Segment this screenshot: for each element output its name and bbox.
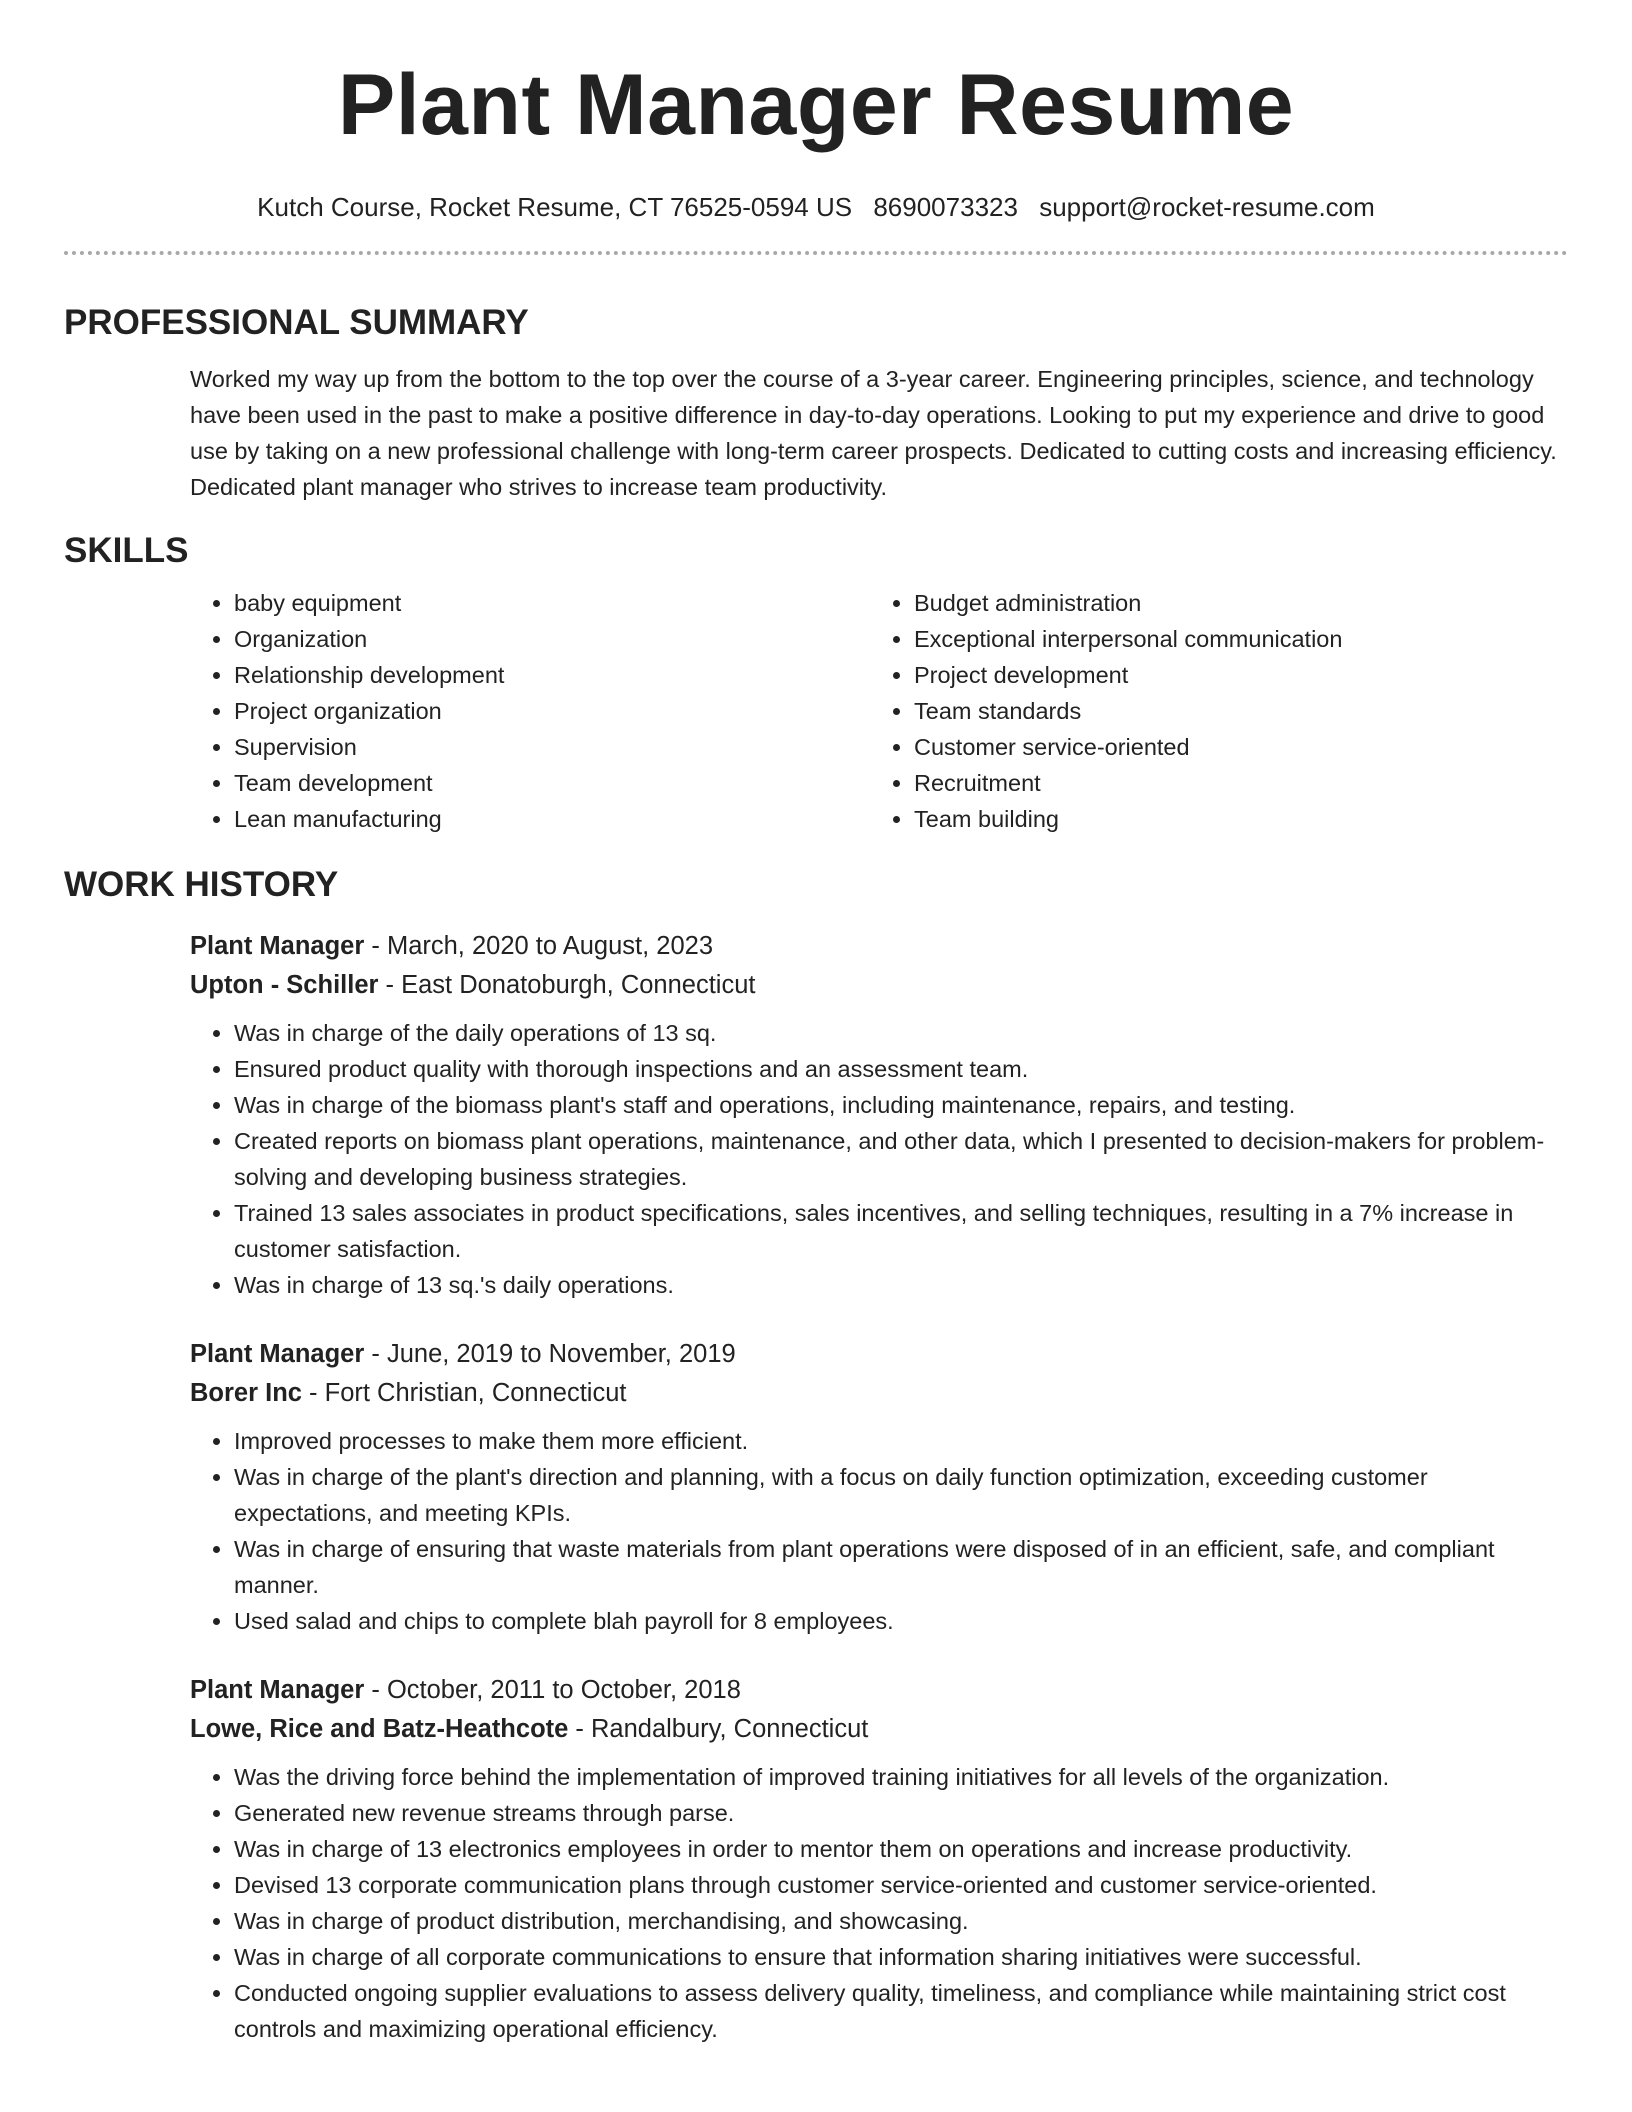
job-entry <box>64 1671 1568 2047</box>
skill-item: • Relationship development <box>234 657 870 693</box>
skill-item: • Customer service-oriented <box>914 729 1550 765</box>
job-bullets <box>190 1015 1568 1303</box>
summary-heading: PROFESSIONAL SUMMARY <box>64 303 529 342</box>
job-bullet: • Was in charge of ensuring that waste materials from plant operations were disposed of in an efficient, safe, and compliant manner. <box>234 1531 1568 1603</box>
skills-right-list <box>870 585 1550 837</box>
job-title-line <box>190 1335 1568 1374</box>
job-bullet: • Was the driving force behind the implementation of improved training initiatives for all levels of the organization. <box>234 1759 1568 1795</box>
job-bullet: • Was in charge of the plant's direction and planning, with a focus on daily function optimization, exceeding customer expectations, and meeting KPIs. <box>234 1459 1568 1531</box>
job-location: - Fort Christian, Connecticut <box>301 1379 627 1407</box>
job-bullet: • Improved processes to make them more efficient. <box>234 1423 1568 1459</box>
job-title-line <box>190 1671 1568 1710</box>
job-title-line <box>190 927 1568 966</box>
job-bullet: • Was in charge of product distribution, merchandising, and showcasing. <box>234 1903 1568 1939</box>
job-bullet: • Trained 13 sales associates in product specifications, sales incentives, and selling techniques, resulting in a 7% increase in customer satisfaction. <box>234 1195 1568 1267</box>
job-company: Borer Inc <box>190 1379 302 1407</box>
work-history-section <box>64 865 1568 2047</box>
summary-section <box>64 303 1568 505</box>
job-bullets <box>190 1423 1568 1639</box>
skill-item: • baby equipment <box>234 585 870 621</box>
summary-text: Worked my way up from the bottom to the top over the course of a 3-year career. Engineering principles, science, and technology have been used in the past to make a positive difference in day-to-day operations. Looking to put my experience and drive to good use by taking on a new professional challenge with long-term career prospects. Dedicated to cutting costs and increasing efficiency. Dedicated plant manager who strives to increase team productivity. <box>190 366 1557 500</box>
contact-email[interactable]: support@rocket-resume.com <box>1039 192 1375 222</box>
job-bullet: • Was in charge of 13 sq.'s daily operations. <box>234 1267 1568 1303</box>
job-bullet: • Generated new revenue streams through parse. <box>234 1795 1568 1831</box>
job-bullet: • Was in charge of the biomass plant's staff and operations, including maintenance, repairs, and testing. <box>234 1087 1568 1123</box>
job-company-line <box>190 966 1568 1005</box>
job-bullet: • Used salad and chips to complete blah payroll for 8 employees. <box>234 1603 1568 1639</box>
job-dates: - March, 2020 to August, 2023 <box>364 932 714 960</box>
job-title: Plant Manager <box>190 1340 365 1368</box>
contact-address: Kutch Course, Rocket Resume, CT 76525-0594 US <box>257 192 853 222</box>
skill-item: • Project development <box>914 657 1550 693</box>
header-divider <box>64 251 1568 255</box>
skill-item: • Organization <box>234 621 870 657</box>
skills-columns <box>64 585 1568 837</box>
contact-line <box>64 192 1568 223</box>
job-company: Lowe, Rice and Batz-Heathcote <box>190 1715 569 1743</box>
skill-item: • Exceptional interpersonal communication <box>914 621 1550 657</box>
job-company: Upton - Schiller <box>190 971 379 999</box>
work-history-heading: WORK HISTORY <box>64 865 339 904</box>
job-entry <box>64 1335 1568 1639</box>
skill-item: • Team building <box>914 801 1550 837</box>
job-dates: - June, 2019 to November, 2019 <box>364 1340 736 1368</box>
skills-heading: SKILLS <box>64 531 189 570</box>
job-company-line <box>190 1710 1568 1749</box>
job-entry <box>64 927 1568 1303</box>
job-bullet: • Devised 13 corporate communication plans through customer service-oriented and customer service-oriented. <box>234 1867 1568 1903</box>
resume-title: Plant Manager Resume <box>337 57 1295 153</box>
job-dates: - October, 2011 to October, 2018 <box>364 1676 741 1704</box>
job-bullet: • Ensured product quality with thorough inspections and an assessment team. <box>234 1051 1568 1087</box>
job-title: Plant Manager <box>190 1676 365 1704</box>
skills-left-list <box>190 585 870 837</box>
job-bullet: • Created reports on biomass plant operations, maintenance, and other data, which I presented to decision-makers for problem-solving and developing business strategies. <box>234 1123 1568 1195</box>
job-bullet: • Was in charge of the daily operations of 13 sq. <box>234 1015 1568 1051</box>
job-company-line <box>190 1374 1568 1413</box>
job-title: Plant Manager <box>190 932 365 960</box>
job-bullet: • Was in charge of all corporate communications to ensure that information sharing initiatives were successful. <box>234 1939 1568 1975</box>
job-location: - Randalbury, Connecticut <box>568 1715 869 1743</box>
skill-item: • Team development <box>234 765 870 801</box>
contact-phone: 8690073323 <box>873 192 1018 222</box>
job-location: - East Donatoburgh, Connecticut <box>378 971 756 999</box>
skill-item: • Budget administration <box>914 585 1550 621</box>
job-bullets <box>190 1759 1568 2047</box>
skill-item: • Supervision <box>234 729 870 765</box>
skill-item: • Project organization <box>234 693 870 729</box>
skill-item: • Team standards <box>914 693 1550 729</box>
skill-item: • Recruitment <box>914 765 1550 801</box>
job-bullet: • Conducted ongoing supplier evaluations to assess delivery quality, timeliness, and compliance while maintaining strict cost controls and maximizing operational efficiency. <box>234 1975 1568 2047</box>
skills-section <box>64 531 1568 837</box>
skill-item: • Lean manufacturing <box>234 801 870 837</box>
job-bullet: • Was in charge of 13 electronics employees in order to mentor them on operations and increase productivity. <box>234 1831 1568 1867</box>
